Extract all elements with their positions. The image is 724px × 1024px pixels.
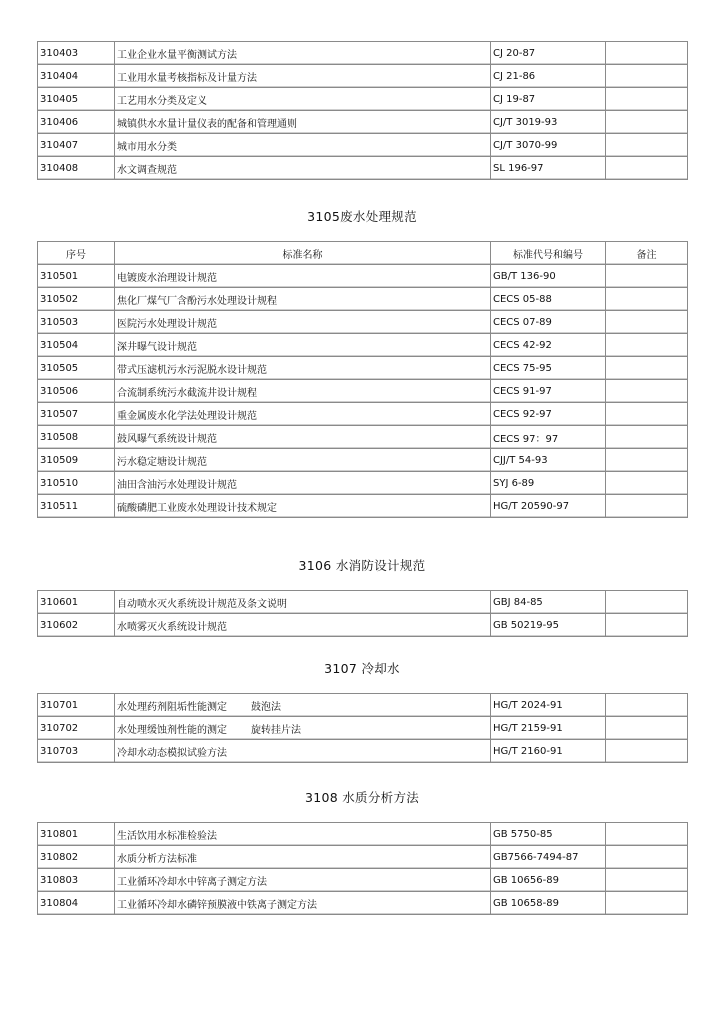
remark-cell [606, 614, 688, 637]
table-row [38, 614, 688, 637]
standard-code: CJ/T 3070-99 [491, 134, 606, 157]
table-row [38, 111, 688, 134]
row-number: 310802 [38, 846, 115, 869]
remark-cell [606, 403, 688, 426]
standard-name: 工艺用水分类及定义 [115, 88, 491, 111]
standard-code: HG/T 20590-97 [491, 495, 606, 518]
standard-code: CJ 19-87 [491, 88, 606, 111]
standard-name: 水质分析方法标准 [115, 846, 491, 869]
standard-code: SL 196-97 [491, 157, 606, 180]
table-row [38, 717, 688, 740]
standard-code: GB 5750-85 [491, 823, 606, 846]
header-remark: 备注 [606, 242, 688, 265]
table-3106 [37, 590, 688, 637]
standard-name [115, 717, 491, 740]
remark-cell [606, 265, 688, 288]
remark-cell [606, 869, 688, 892]
section-title-3105: 3105废水处理规范 [307, 209, 417, 224]
table-row [38, 265, 688, 288]
standard-code: CJJ/T 54-93 [491, 449, 606, 472]
standard-code: CECS 97：97 [491, 426, 606, 449]
standard-name: 工业用水量考核指标及计量方法 [115, 65, 491, 88]
table-row [38, 311, 688, 334]
standard-name: 焦化厂煤气厂含酚污水处理设计规程 [115, 288, 491, 311]
standard-code: CJ 20-87 [491, 42, 606, 65]
remark-cell [606, 311, 688, 334]
table-row [38, 591, 688, 614]
header-number: 序号 [38, 242, 115, 265]
row-number: 310502 [38, 288, 115, 311]
remark-cell [606, 111, 688, 134]
standard-code: GBJ 84-85 [491, 591, 606, 614]
standard-name: 冷却水动态模拟试验方法 [115, 740, 491, 763]
remark-cell [606, 694, 688, 717]
standard-code: CECS 42-92 [491, 334, 606, 357]
standard-name: 水文调查规范 [115, 157, 491, 180]
row-number: 310507 [38, 403, 115, 426]
table-row [38, 449, 688, 472]
section-title-3108: 3108 水质分析方法 [304, 790, 420, 805]
table-3107 [37, 693, 688, 763]
standard-code: CECS 05-88 [491, 288, 606, 311]
standard-code: CJ/T 3019-93 [491, 111, 606, 134]
table-row [38, 846, 688, 869]
standard-name: 自动喷水灭火系统设计规范及条文说明 [115, 591, 491, 614]
remark-cell [606, 42, 688, 65]
row-number: 310408 [38, 157, 115, 180]
remark-cell [606, 717, 688, 740]
remark-cell [606, 892, 688, 915]
standard-name: 工业循环冷却水磷锌预膜液中铁离子测定方法 [115, 892, 491, 915]
standard-code: HG/T 2159-91 [491, 717, 606, 740]
remark-cell [606, 134, 688, 157]
section-title-3106: 3106 水消防设计规范 [298, 558, 426, 573]
table-row [38, 869, 688, 892]
row-number: 310501 [38, 265, 115, 288]
remark-cell [606, 157, 688, 180]
remark-cell [606, 823, 688, 846]
row-number: 310508 [38, 426, 115, 449]
remark-cell [606, 472, 688, 495]
row-number: 310405 [38, 88, 115, 111]
row-number: 310505 [38, 357, 115, 380]
table-row [38, 334, 688, 357]
row-number: 310403 [38, 42, 115, 65]
table-row [38, 380, 688, 403]
standard-code: GB7566-7494-87 [491, 846, 606, 869]
standard-name: 医院污水处理设计规范 [115, 311, 491, 334]
row-number: 310803 [38, 869, 115, 892]
standard-name: 油田含油污水处理设计规范 [115, 472, 491, 495]
row-number: 310407 [38, 134, 115, 157]
standard-name: 深井曝气设计规范 [115, 334, 491, 357]
standard-code: GB 10658-89 [491, 892, 606, 915]
row-number: 310406 [38, 111, 115, 134]
table-row [38, 495, 688, 518]
row-number: 310601 [38, 591, 115, 614]
table-row [38, 42, 688, 65]
remark-cell [606, 846, 688, 869]
remark-cell [606, 495, 688, 518]
table-3104 [37, 41, 688, 180]
remark-cell [606, 380, 688, 403]
standard-code: GB 50219-95 [491, 614, 606, 637]
header-standard-code: 标准代号和编号 [491, 242, 606, 265]
standard-code: CECS 92-97 [491, 403, 606, 426]
standard-code: CECS 75-95 [491, 357, 606, 380]
table-row [38, 134, 688, 157]
standard-name: 合流制系统污水截流井设计规程 [115, 380, 491, 403]
table-row [38, 426, 688, 449]
table-row [38, 740, 688, 763]
remark-cell [606, 449, 688, 472]
standard-name-main: 水处理药剂阻垢性能测定 [117, 701, 227, 713]
standard-name: 带式压滤机污水污泥脱水设计规范 [115, 357, 491, 380]
section-title-3107: 3107 冷却水 [324, 661, 400, 676]
standard-name: 重金属废水化学法处理设计规范 [115, 403, 491, 426]
row-number: 310702 [38, 717, 115, 740]
standard-name: 工业企业水量平衡测试方法 [115, 42, 491, 65]
table-3105 [37, 241, 688, 518]
table-row [38, 88, 688, 111]
standard-name: 生活饮用水标准检验法 [115, 823, 491, 846]
row-number: 310801 [38, 823, 115, 846]
table-row [38, 892, 688, 915]
remark-cell [606, 357, 688, 380]
remark-cell [606, 334, 688, 357]
table-header-row [38, 242, 688, 265]
row-number: 310804 [38, 892, 115, 915]
row-number: 310510 [38, 472, 115, 495]
row-number: 310602 [38, 614, 115, 637]
table-row [38, 472, 688, 495]
standard-name: 城市用水分类 [115, 134, 491, 157]
remark-cell [606, 591, 688, 614]
row-number: 310404 [38, 65, 115, 88]
standard-name-main: 水处理缓蚀剂性能的测定 [117, 724, 227, 736]
remark-cell [606, 426, 688, 449]
table-row [38, 823, 688, 846]
standard-name [115, 694, 491, 717]
standard-code: CECS 07-89 [491, 311, 606, 334]
standard-name: 城镇供水水量计量仪表的配备和管理通则 [115, 111, 491, 134]
table-row [38, 357, 688, 380]
standard-name-method: 鼓泡法 [251, 701, 281, 713]
standard-code: CJ 21-86 [491, 65, 606, 88]
row-number: 310511 [38, 495, 115, 518]
standard-name: 水喷雾灭火系统设计规范 [115, 614, 491, 637]
standard-code: GB 10656-89 [491, 869, 606, 892]
row-number: 310503 [38, 311, 115, 334]
remark-cell [606, 288, 688, 311]
table-row [38, 288, 688, 311]
remark-cell [606, 88, 688, 111]
table-row [38, 65, 688, 88]
standard-name: 工业循环冷却水中锌离子测定方法 [115, 869, 491, 892]
remark-cell [606, 740, 688, 763]
table-row [38, 694, 688, 717]
table-row [38, 403, 688, 426]
table-row [38, 157, 688, 180]
standard-name-method: 旋转挂片法 [251, 724, 301, 736]
remark-cell [606, 65, 688, 88]
standard-code: GB/T 136-90 [491, 265, 606, 288]
standard-code: SYJ 6-89 [491, 472, 606, 495]
standard-code: CECS 91-97 [491, 380, 606, 403]
row-number: 310504 [38, 334, 115, 357]
standard-code: HG/T 2024-91 [491, 694, 606, 717]
row-number: 310506 [38, 380, 115, 403]
header-standard-name: 标准名称 [115, 242, 491, 265]
row-number: 310703 [38, 740, 115, 763]
standard-name: 污水稳定塘设计规范 [115, 449, 491, 472]
standard-name: 电镀废水治理设计规范 [115, 265, 491, 288]
standard-code: HG/T 2160-91 [491, 740, 606, 763]
row-number: 310701 [38, 694, 115, 717]
standard-name: 鼓风曝气系统设计规范 [115, 426, 491, 449]
row-number: 310509 [38, 449, 115, 472]
standard-name: 硫酸磷肥工业废水处理设计技术规定 [115, 495, 491, 518]
table-3108 [37, 822, 688, 915]
